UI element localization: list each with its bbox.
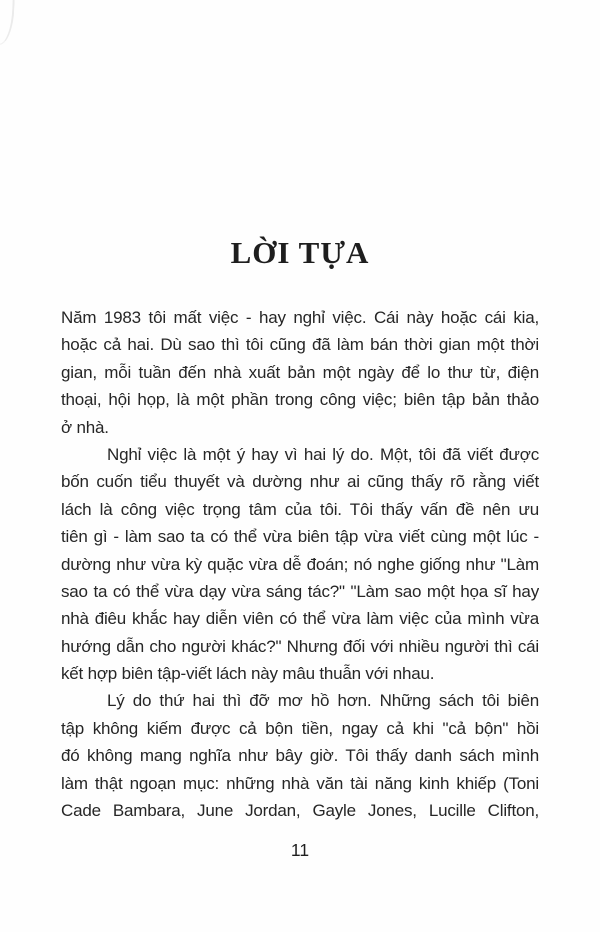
page-number: 11: [290, 840, 310, 860]
text-line: đó không mang nghĩa như bây giờ. Tôi thấy danh sách mình: [61, 746, 539, 766]
text-line: Nghỉ việc là một ý hay vì hai lý do. Một, tôi đã viết được: [107, 444, 539, 464]
text-line: thoại, hội họp, là một phần trong công việc; biên tập bản thảo: [61, 390, 539, 410]
text-line: kết hợp biên tập-viết lách này mâu thuẫn với nhau.: [61, 664, 435, 684]
paragraph: [61, 687, 539, 824]
text-line: hoặc cả hai. Dù sao thì tôi cũng đã làm bán thời gian một thời: [61, 335, 539, 355]
text-line: lách là công việc trọng tâm của tôi. Tôi thấy vấn đề nên ưu: [61, 499, 539, 519]
paragraph: [61, 304, 539, 441]
text-line: nhà điêu khắc hay diễn viên có thể vừa làm việc của mình vừa: [61, 609, 539, 629]
text-line: làm thật ngoạn mục: những nhà văn tài năng kinh khiếp (Toni: [61, 773, 539, 793]
text-line: Cade Bambara, June Jordan, Gayle Jones, Lucille Clifton,: [61, 801, 539, 821]
text-line: Lý do thứ hai thì đỡ mơ hồ hơn. Những sách tôi biên: [107, 691, 539, 711]
text-line: tập không kiếm được cả bộn tiền, ngay cả khi "cả bộn" hồi: [61, 718, 539, 738]
text-line: gian, mỗi tuần đến nhà xuất bản một ngày để lo thư từ, điện: [61, 362, 539, 382]
chapter-title: LỜI TỰA: [230, 235, 370, 270]
text-line: tiên gì - làm sao ta có thể vừa biên tập vừa viết cùng một lúc -: [61, 527, 539, 547]
scan-corner-artifact: [0, 0, 15, 45]
body-text: [61, 304, 539, 824]
text-line: bốn cuốn tiểu thuyết và dường như ai cũng thấy rõ rằng viết: [61, 472, 539, 492]
text-line: sao ta có thể vừa dạy vừa sáng tác?" "Làm sao một họa sĩ hay: [61, 581, 539, 601]
text-line: hướng dẫn cho người khác?" Nhưng đối với nhiều người thì cái: [61, 636, 539, 656]
text-line: dường như vừa kỳ quặc vừa dễ đoán; nó nghe giống như "Làm: [61, 554, 539, 574]
text-line: ở nhà.: [61, 417, 109, 437]
text-line: Năm 1983 tôi mất việc - hay nghỉ việc. Cái này hoặc cái kia,: [61, 308, 539, 327]
paragraph: [61, 441, 539, 688]
